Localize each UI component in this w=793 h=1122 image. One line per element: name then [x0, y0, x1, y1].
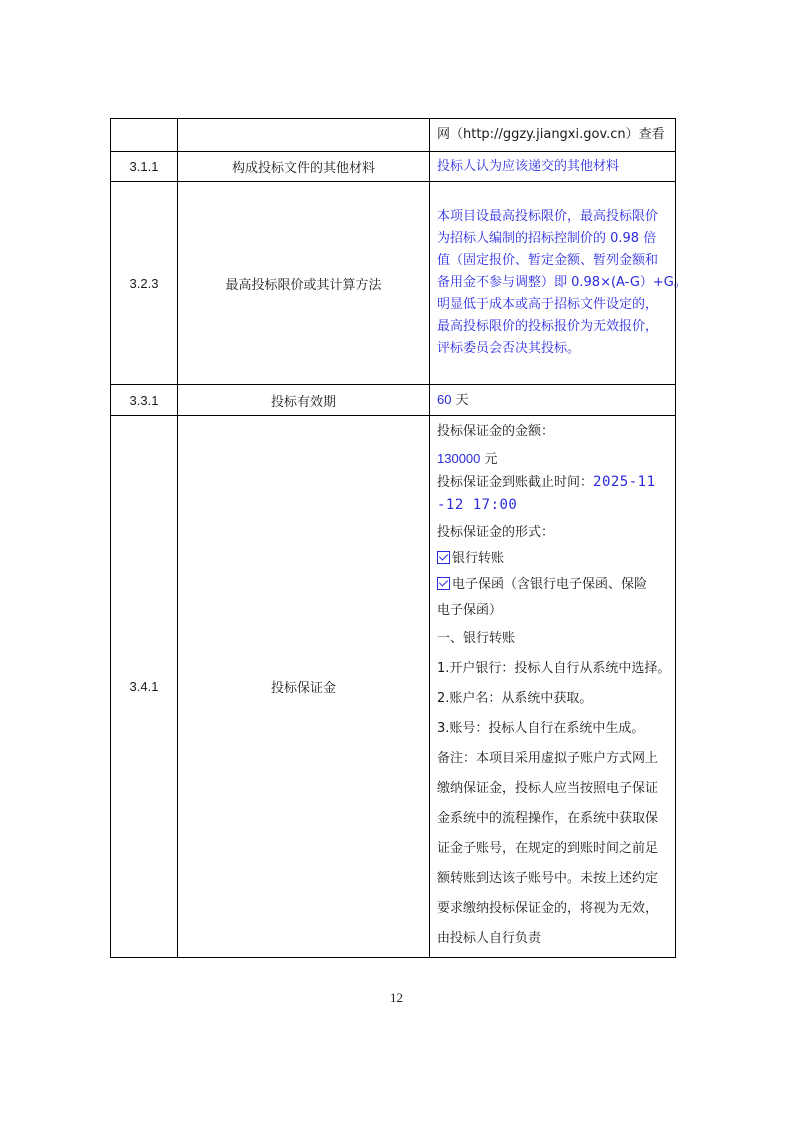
row-num-cell: 3.4.1 [111, 416, 178, 958]
other-materials-text: 投标人认为应该递交的其他材料 [437, 158, 620, 174]
validity-unit: 天 [455, 392, 469, 408]
row-name-cell: 投标有效期 [178, 385, 430, 416]
table-row [111, 416, 676, 958]
option-label: 银行转账 [452, 551, 505, 566]
checkbox-checked-icon [437, 577, 450, 590]
url-text: 网（http://ggzy.jiangxi.gov.cn）查看 [437, 127, 665, 142]
price-limit-line: 明显低于成本或高于招标文件设定的， [437, 297, 659, 312]
row-content-cell [430, 182, 687, 385]
deadline-line [437, 471, 669, 494]
checkbox-checked-icon [437, 551, 450, 564]
price-limit-line: 值（固定报价、暂定金额、暂列金额和 [437, 253, 659, 268]
row-content-cell [430, 119, 676, 152]
row-num-cell: 3.3.1 [111, 385, 178, 416]
price-limit-line: 最高投标限价的投标报价为无效报价， [437, 319, 659, 334]
amount-value: 130000 [437, 451, 481, 466]
bank-item: 1.开户银行：投标人自行从系统中选择。 [437, 661, 671, 676]
bank-item: 2.账户名：从系统中获取。 [437, 691, 593, 706]
row-name-cell: 最高投标限价或其计算方法 [178, 182, 430, 385]
price-limit-line: 本项目设最高投标限价，最高投标限价 [437, 209, 659, 224]
row-num-cell [111, 119, 178, 152]
remark-line: 由投标人自行负责 [437, 931, 542, 946]
remark-line: 要求缴纳投标保证金的，将视为无效， [437, 901, 659, 916]
remark-line: 备注：本项目采用虚拟子账户方式网上 [437, 751, 659, 766]
option-e-guarantee [437, 572, 669, 598]
page-number: 12 [390, 990, 403, 1005]
row-name-cell: 投标保证金 [178, 416, 430, 958]
row-num-cell: 3.2.3 [111, 182, 178, 385]
table-row [111, 385, 676, 416]
table-row [111, 152, 676, 182]
amount-label: 投标保证金的金额： [437, 424, 555, 439]
remark-line: 金系统中的流程操作，在系统中获取保 [437, 811, 659, 826]
section-heading: 一、银行转账 [437, 631, 516, 646]
remark-line: 额转账到达该子账号中。未按上述约定 [437, 871, 659, 886]
deadline-value-part1: 2025-11 [593, 474, 656, 490]
price-limit-line: 评标委员会否决其投标。 [437, 341, 581, 356]
validity-days: 60 [437, 391, 452, 407]
amount-line [437, 448, 669, 471]
table-row [111, 119, 676, 152]
row-content-cell [430, 385, 676, 416]
row-content-cell [430, 416, 676, 958]
option-bank-transfer [437, 546, 669, 572]
price-limit-line: 备用金不参与调整）即 0.98×(A-G）+G。 [437, 275, 687, 290]
row-num-cell: 3.1.1 [111, 152, 178, 182]
remark-line: 证金子账号，在规定的到账时间之前足 [437, 841, 659, 856]
price-limit-line: 为招标人编制的招标控制价的 0.98 倍 [437, 231, 657, 246]
amount-unit: 元 [484, 452, 498, 467]
bank-item: 3.账号：投标人自行在系统中生成。 [437, 721, 645, 736]
table-row [111, 182, 676, 385]
row-name-cell: 构成投标文件的其他材料 [178, 152, 430, 182]
deadline-value-part2: -12 17:00 [437, 497, 518, 513]
deadline-label: 投标保证金到账截止时间： [437, 475, 594, 490]
bid-info-table [110, 118, 687, 958]
remark-line: 缴纳保证金，投标人应当按照电子保证 [437, 781, 659, 796]
row-content-cell [430, 152, 676, 182]
row-name-cell [178, 119, 430, 152]
form-label: 投标保证金的形式： [437, 525, 555, 540]
option-label: 电子保函（含银行电子保函、保险 [452, 577, 648, 592]
option-e-guarantee-cont: 电子保函） [437, 603, 503, 618]
